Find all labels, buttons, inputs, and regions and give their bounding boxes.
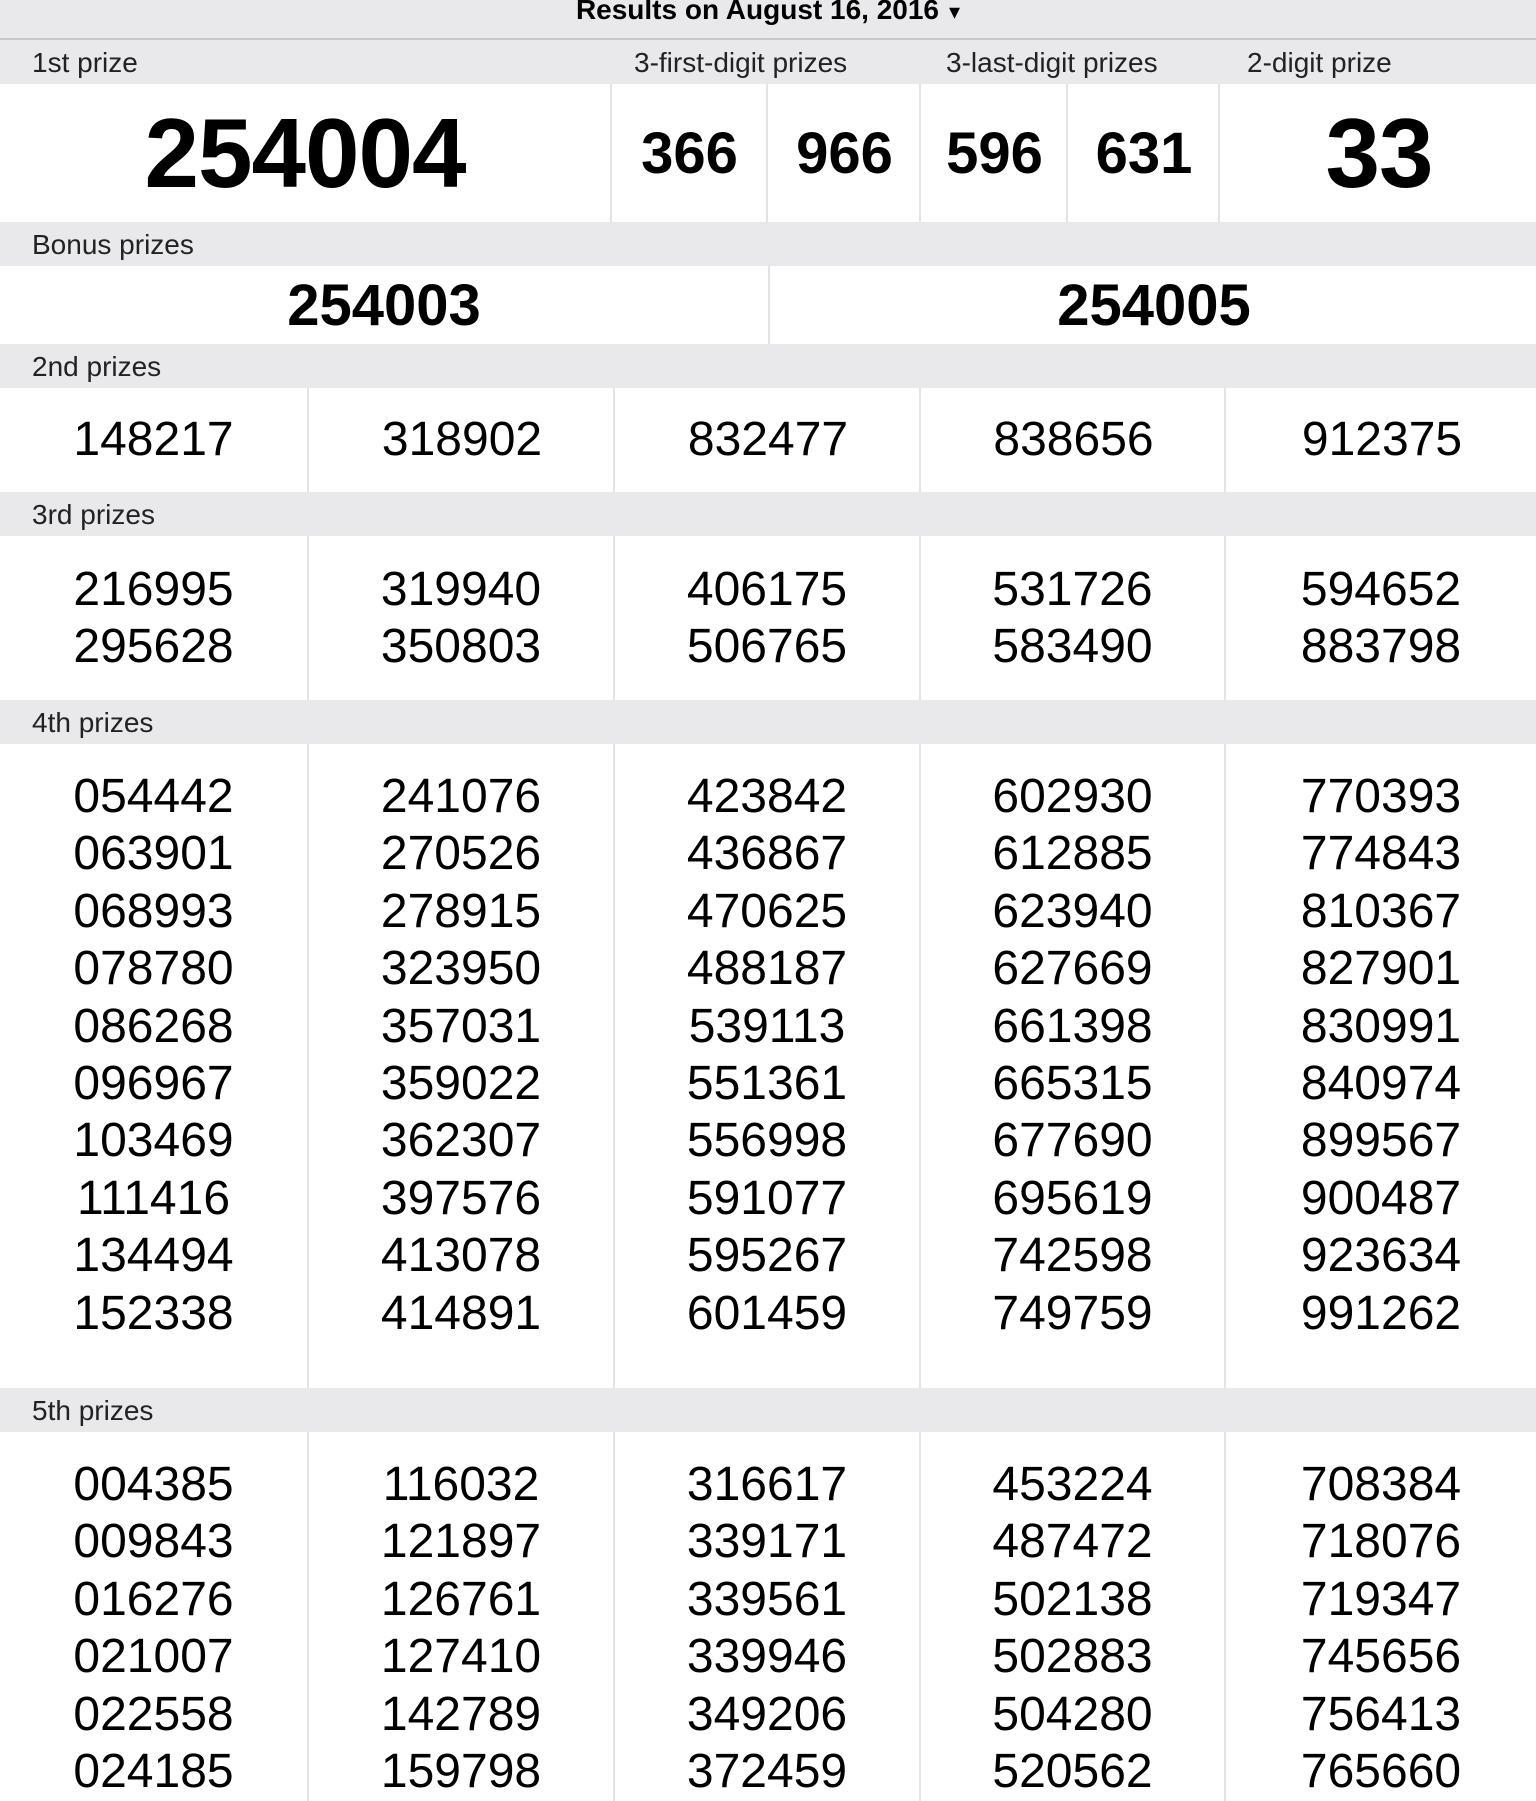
- fourth-prize: 749759: [992, 1286, 1153, 1340]
- bonus-header: [0, 222, 1536, 266]
- bonus-row: [0, 266, 1536, 344]
- fourth-prize: 357031: [380, 999, 542, 1053]
- fifth-prize: 142789: [380, 1687, 542, 1741]
- fifth-prize: 127410: [380, 1630, 542, 1684]
- top-prizes-header: [0, 40, 1536, 84]
- fourth-prize: 414891: [380, 1286, 542, 1340]
- fifth-prize: 004385: [73, 1458, 234, 1511]
- fourth-prizes-grid: [0, 744, 1536, 1388]
- three-first-digit-2: 966: [766, 84, 921, 222]
- fourth-prize: 601459: [686, 1286, 848, 1340]
- fourth-prize: 840974: [1300, 1057, 1462, 1111]
- fifth-prize: 024185: [73, 1745, 234, 1799]
- fourth-prize: 661398: [992, 999, 1153, 1053]
- fifth-prize: 126761: [380, 1572, 542, 1626]
- fourth-prize: 359022: [380, 1057, 542, 1111]
- fourth-prize: 470625: [686, 884, 848, 938]
- third-prizes-header: [0, 492, 1536, 536]
- fifth-prize: 016276: [73, 1572, 234, 1626]
- third-prizes-col-2: [307, 536, 613, 700]
- fourth-prize: 612885: [992, 827, 1153, 881]
- fifth-prize: 349206: [686, 1687, 848, 1741]
- fifth-prize: 022558: [73, 1687, 234, 1741]
- third-prizes-col-3: [613, 536, 919, 700]
- third-prize: 295628: [73, 620, 234, 674]
- fourth-prizes-header: [0, 700, 1536, 744]
- fifth-prize: 708384: [1300, 1458, 1462, 1511]
- fourth-prize: 086268: [73, 999, 234, 1053]
- second-prize-5: 912375: [1224, 388, 1536, 492]
- fifth-prize: 021007: [73, 1630, 234, 1684]
- second-prizes-header: [0, 344, 1536, 388]
- fourth-prize: 278915: [380, 884, 542, 938]
- fourth-prize: 551361: [686, 1057, 848, 1111]
- fourth-prize: 270526: [380, 827, 542, 881]
- three-first-digit-1: 366: [610, 84, 767, 222]
- first-prize-number: 254004: [144, 97, 466, 208]
- fourth-prize: 900487: [1300, 1171, 1462, 1225]
- third-prizes-col-5: [1224, 536, 1536, 700]
- second-prizes-label: 2nd prizes: [32, 351, 162, 382]
- fifth-prizes-grid: [0, 1432, 1536, 1801]
- two-digit-number: 33: [1218, 84, 1536, 222]
- fourth-prize: 323950: [380, 942, 542, 996]
- third-prizes-col-1: [0, 536, 307, 700]
- fourth-prize: 677690: [992, 1114, 1153, 1168]
- fifth-prize: 316617: [686, 1458, 848, 1511]
- third-prize: 531726: [992, 563, 1153, 616]
- three-last-digit-label: 3-last-digit prizes: [946, 47, 1158, 78]
- fourth-prizes-col-4: [919, 744, 1224, 1388]
- fourth-prize: 078780: [73, 942, 234, 996]
- fourth-prize: 830991: [1300, 999, 1462, 1053]
- fourth-prize: 695619: [992, 1171, 1153, 1225]
- fourth-prize: 595267: [686, 1229, 848, 1283]
- fifth-prizes-col-1: [0, 1432, 307, 1801]
- two-digit-label: 2-digit prize: [1247, 47, 1392, 78]
- second-prize-4: 838656: [919, 388, 1226, 492]
- fifth-prize: 116032: [382, 1458, 540, 1511]
- second-prizes-row: [0, 388, 1536, 492]
- fourth-prize: 111416: [76, 1171, 231, 1225]
- fourth-prizes-col-2: [307, 744, 613, 1388]
- fifth-prizes-col-4: [919, 1432, 1224, 1801]
- fifth-prize: 121897: [380, 1515, 542, 1569]
- fifth-prize: 453224: [992, 1458, 1153, 1511]
- date-title: Results on August 16, 2016: [575, 0, 940, 25]
- fourth-prizes-col-5: [1224, 744, 1536, 1388]
- fifth-prize: 487472: [992, 1515, 1153, 1569]
- third-prize: 406175: [686, 563, 848, 616]
- fourth-prize: 602930: [992, 770, 1153, 823]
- fifth-prize: 756413: [1300, 1687, 1462, 1741]
- chevron-down-icon: ▾: [949, 0, 961, 24]
- fourth-prize: 152338: [73, 1286, 234, 1340]
- fourth-prize: 899567: [1300, 1114, 1462, 1168]
- bonus-prize-2: 254005: [768, 266, 1536, 344]
- third-prize: 319940: [380, 563, 542, 616]
- third-prize: 594652: [1300, 563, 1462, 616]
- fifth-prizes-col-2: [307, 1432, 613, 1801]
- three-last-digit-1: 596: [919, 84, 1068, 222]
- fourth-prize: 103469: [73, 1114, 234, 1168]
- fourth-prizes-col-3: [613, 744, 919, 1388]
- fifth-prize: 159798: [380, 1745, 542, 1799]
- fourth-prize: 054442: [73, 770, 234, 823]
- fourth-prize: 134494: [73, 1229, 234, 1283]
- third-prize: 506765: [686, 620, 848, 674]
- fifth-prize: 339946: [686, 1630, 848, 1684]
- fourth-prize: 810367: [1300, 884, 1462, 938]
- fourth-prize: 627669: [992, 942, 1153, 996]
- fifth-prize: 372459: [686, 1745, 848, 1799]
- first-prize-label: 1st prize: [32, 47, 138, 78]
- three-last-digit-2: 631: [1066, 84, 1220, 222]
- fourth-prize: 068993: [73, 884, 234, 938]
- fifth-prize: 339561: [686, 1572, 848, 1626]
- fifth-prize: 745656: [1300, 1630, 1462, 1684]
- fourth-prize: 397576: [380, 1171, 542, 1225]
- fourth-prize: 539113: [688, 999, 846, 1053]
- fourth-prizes-label: 4th prizes: [32, 707, 154, 738]
- fifth-prize: 718076: [1300, 1515, 1462, 1569]
- third-prize: 350803: [380, 620, 542, 674]
- bonus-prize-1: 254003: [287, 272, 481, 338]
- third-prize: 883798: [1300, 620, 1462, 674]
- fifth-prizes-col-3: [613, 1432, 919, 1801]
- third-prizes-label: 3rd prizes: [32, 499, 155, 530]
- fourth-prize: 923634: [1300, 1229, 1462, 1283]
- fourth-prize: 591077: [686, 1171, 848, 1225]
- third-prize: 583490: [992, 620, 1153, 674]
- fifth-prize: 719347: [1300, 1572, 1462, 1626]
- fourth-prize: 827901: [1300, 942, 1462, 996]
- second-prize-3: 832477: [613, 388, 921, 492]
- fifth-prize: 502883: [992, 1630, 1153, 1684]
- fourth-prize: 991262: [1300, 1286, 1462, 1340]
- fourth-prize: 774843: [1300, 827, 1462, 881]
- second-prize-2: 318902: [307, 388, 615, 492]
- fourth-prize: 770393: [1300, 770, 1462, 823]
- fourth-prize: 665315: [992, 1057, 1153, 1111]
- third-prize: 216995: [73, 563, 234, 616]
- fourth-prize: 063901: [73, 827, 234, 881]
- fourth-prize: 423842: [686, 770, 848, 823]
- date-selector[interactable]: [0, 0, 1536, 40]
- three-first-digit-label: 3-first-digit prizes: [634, 47, 848, 78]
- top-prizes-row: [0, 84, 1536, 222]
- fifth-prize: 520562: [992, 1745, 1153, 1799]
- fourth-prize: 623940: [992, 884, 1153, 938]
- fifth-prize: 765660: [1300, 1745, 1462, 1799]
- fifth-prize: 502138: [992, 1572, 1153, 1626]
- fourth-prizes-col-1: [0, 744, 307, 1388]
- fifth-prize: 009843: [73, 1515, 234, 1569]
- fifth-prize: 339171: [686, 1515, 848, 1569]
- fourth-prize: 096967: [73, 1057, 234, 1111]
- fifth-prizes-col-5: [1224, 1432, 1536, 1801]
- third-prizes-col-4: [919, 536, 1224, 700]
- fourth-prize: 742598: [992, 1229, 1153, 1283]
- fourth-prize: 436867: [686, 827, 848, 881]
- fifth-prizes-header: [0, 1388, 1536, 1432]
- fourth-prize: 362307: [380, 1114, 542, 1168]
- fourth-prize: 556998: [686, 1114, 848, 1168]
- fifth-prize: 504280: [992, 1687, 1153, 1741]
- fourth-prize: 241076: [380, 770, 542, 823]
- second-prize-1: 148217: [73, 413, 234, 467]
- bonus-label: Bonus prizes: [32, 229, 194, 260]
- fourth-prize: 488187: [686, 942, 848, 996]
- fifth-prizes-label: 5th prizes: [32, 1395, 154, 1426]
- third-prizes-grid: [0, 536, 1536, 700]
- fourth-prize: 413078: [380, 1229, 542, 1283]
